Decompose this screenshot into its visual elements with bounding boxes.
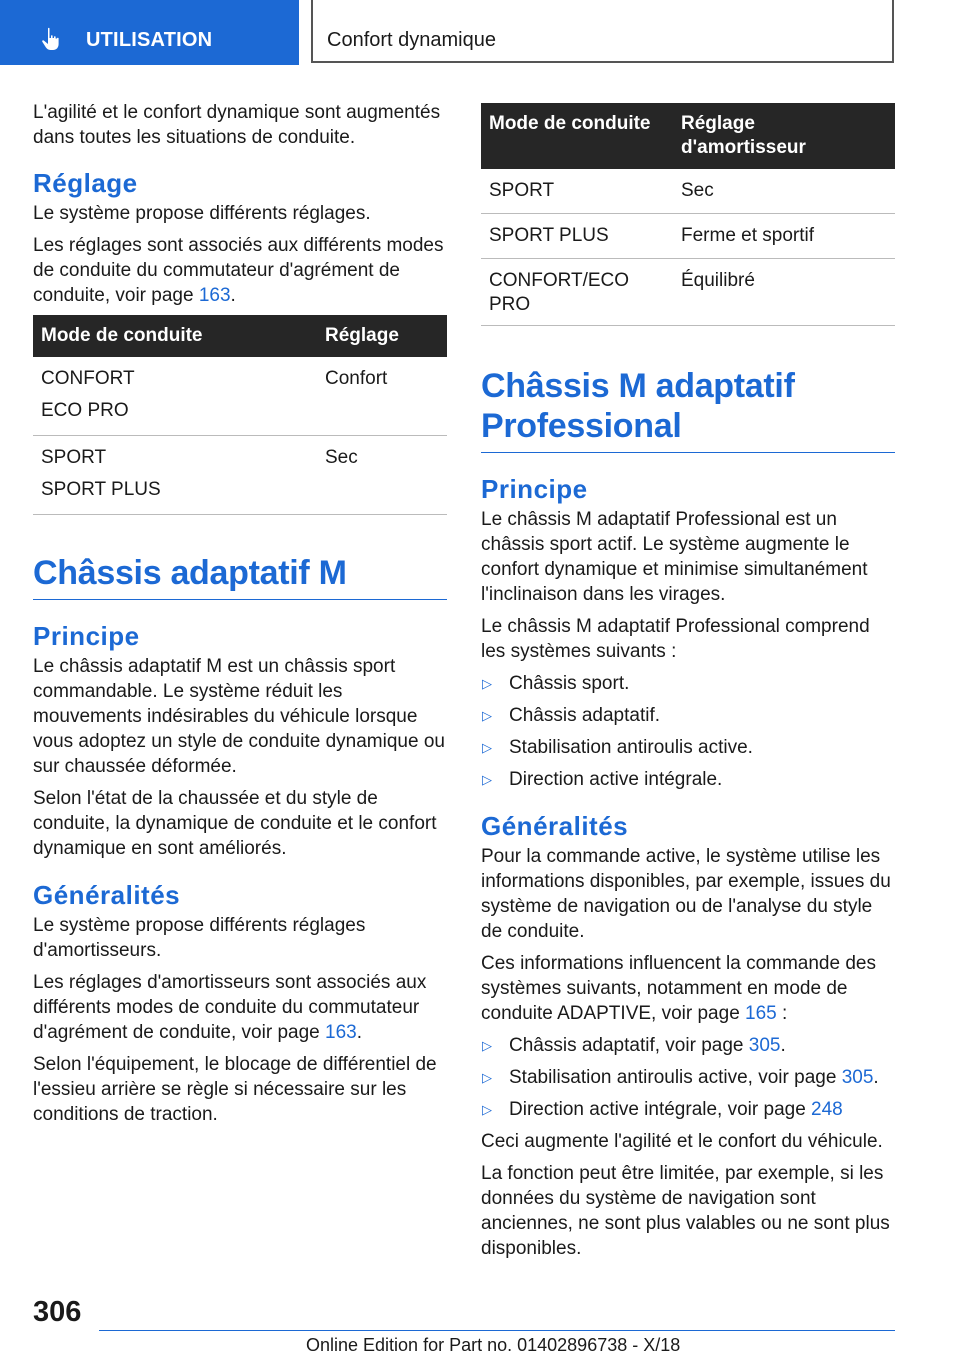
reglage-table	[33, 315, 447, 515]
table-cell: Sec	[673, 169, 895, 214]
section-title: Châssis M adaptatif Professional	[481, 366, 895, 453]
intro-paragraph: L'agilité et le confort dynamique sont augmentés dans toutes les situations de conduite.	[33, 102, 441, 148]
table-cell: SPORT	[481, 169, 673, 214]
generalites-paragraph: Pour la commande active, le système utilise les informations disponibles, par exemple, issues du système de navigation ou de l'analyse du style de conduite.	[481, 846, 891, 942]
page-link[interactable]: 305	[841, 1067, 874, 1088]
footer-divider	[99, 1330, 895, 1331]
section-tab[interactable]	[0, 0, 299, 65]
table-cell: ECO PRO	[41, 400, 129, 421]
generalites-heading: Généralités	[33, 880, 181, 910]
list-item: ▷ Châssis adaptatif, voir page 305.	[482, 1035, 786, 1056]
reglage-paragraph-2: Les réglages sont associés aux différents modes de conduite du commutateur d'agrément de conduite, voir page 163.	[33, 235, 444, 306]
table-cell: Équilibré	[673, 259, 895, 326]
table-cell: Confort	[317, 357, 447, 436]
table-header: Réglage	[317, 315, 447, 357]
triangle-bullet-icon: ▷	[482, 1102, 492, 1117]
reglage-paragraph: Le système propose différents réglages.	[33, 203, 371, 224]
reglage-heading: Réglage	[33, 168, 138, 198]
page-link[interactable]: 305	[748, 1035, 781, 1056]
generalites-paragraph-2: Ces informations influencent la commande des systèmes suivants, notamment en mode de conduite ADAPTIVE, voir page 165 :	[481, 953, 876, 1024]
amortisseur-table	[481, 103, 895, 326]
generalites-paragraph-4: La fonction peut être limitée, par exemple, si les données du système de navigation sont anciennes, ne sont plus valables ou ne sont plus disponibles.	[481, 1163, 890, 1259]
table-cell: Ferme et sportif	[673, 214, 895, 259]
principe-paragraph: Le châssis M adaptatif Professional est un châssis sport actif. Le système augmente le confort dynamique et minimise simultanément l'inclinaison dans les virages.	[481, 509, 868, 605]
page-link[interactable]: 165	[745, 1003, 777, 1024]
section-label: UTILISATION	[86, 29, 213, 51]
table-row	[481, 214, 895, 259]
triangle-bullet-icon: ▷	[482, 772, 492, 787]
triangle-bullet-icon: ▷	[482, 708, 492, 723]
triangle-bullet-icon: ▷	[482, 676, 492, 691]
principe-paragraph: Le châssis adaptatif M est un châssis sport commandable. Le système réduit les mouvements indésirables du véhicule lorsque vous adoptez un style de conduite dynamique ou sur chaussée déformée.	[33, 656, 445, 777]
table-cell: SPORT PLUS	[41, 479, 161, 500]
principe-heading: Principe	[481, 474, 588, 504]
table-row	[33, 357, 447, 436]
table-row	[481, 259, 895, 326]
page-link[interactable]: 248	[811, 1099, 843, 1120]
list-item: ▷ Direction active intégrale.	[482, 769, 723, 790]
triangle-bullet-icon: ▷	[482, 1038, 492, 1053]
principe-paragraph-2: Selon l'état de la chaussée et du style de conduite, la dynamique de conduite et le confort dynamique en sont améliorés.	[33, 788, 437, 859]
table-header: Mode de conduite	[33, 315, 317, 357]
generalites-paragraph: Le système propose différents réglages d'amortisseurs.	[33, 915, 366, 961]
triangle-bullet-icon: ▷	[482, 1070, 492, 1085]
generalites-paragraph-3: Ceci augmente l'agilité et le confort du véhicule.	[481, 1131, 883, 1152]
generalites-heading: Généralités	[481, 811, 629, 841]
list-item: ▷ Stabilisation antiroulis active.	[482, 737, 753, 758]
list-item: ▷ Châssis sport.	[482, 673, 630, 694]
table-header: Mode de conduite	[481, 103, 673, 169]
triangle-bullet-icon: ▷	[482, 740, 492, 755]
page-link[interactable]: 163	[325, 1022, 357, 1043]
left-column	[33, 100, 447, 1134]
list-item: ▷ Direction active intégrale, voir page 248	[482, 1099, 843, 1120]
hand-pointer-icon	[40, 27, 62, 51]
generalites-paragraph-3: Selon l'équipement, le blocage de différentiel de l'essieu arrière se règle si nécessaire sur les conditions de traction.	[33, 1054, 437, 1125]
edition-info: Online Edition for Part no. 01402896738 - X/18	[306, 1335, 681, 1355]
table-row	[481, 169, 895, 214]
table-cell: CONFORT	[41, 368, 135, 389]
table-cell: SPORT	[41, 447, 107, 468]
generalites-paragraph-2: Les réglages d'amortisseurs sont associés aux différents modes de conduite du commutateur d'agrément de conduite, voir page 163.	[33, 972, 427, 1043]
table-cell: CONFORT/ECO PRO	[481, 259, 673, 326]
table-cell: SPORT PLUS	[481, 214, 673, 259]
right-column	[481, 103, 895, 1268]
systems-list	[481, 671, 895, 792]
adaptive-list	[481, 1033, 895, 1122]
chapter-header	[311, 0, 894, 63]
section-title: Châssis adaptatif M	[33, 553, 447, 600]
list-item: ▷ Stabilisation antiroulis active, voir page 305.	[482, 1067, 879, 1088]
principe-heading: Principe	[33, 621, 140, 651]
chapter-title: Confort dynamique	[327, 29, 496, 51]
table-header: Réglage d'amortisseur	[673, 103, 895, 169]
page-number: 306	[33, 1296, 82, 1328]
list-item: ▷ Châssis adaptatif.	[482, 705, 661, 726]
principe-paragraph-2: Le châssis M adaptatif Professional comprend les systèmes suivants :	[481, 616, 870, 662]
table-row	[33, 436, 447, 515]
page-link[interactable]: 163	[198, 285, 231, 306]
table-cell: Sec	[317, 436, 447, 515]
